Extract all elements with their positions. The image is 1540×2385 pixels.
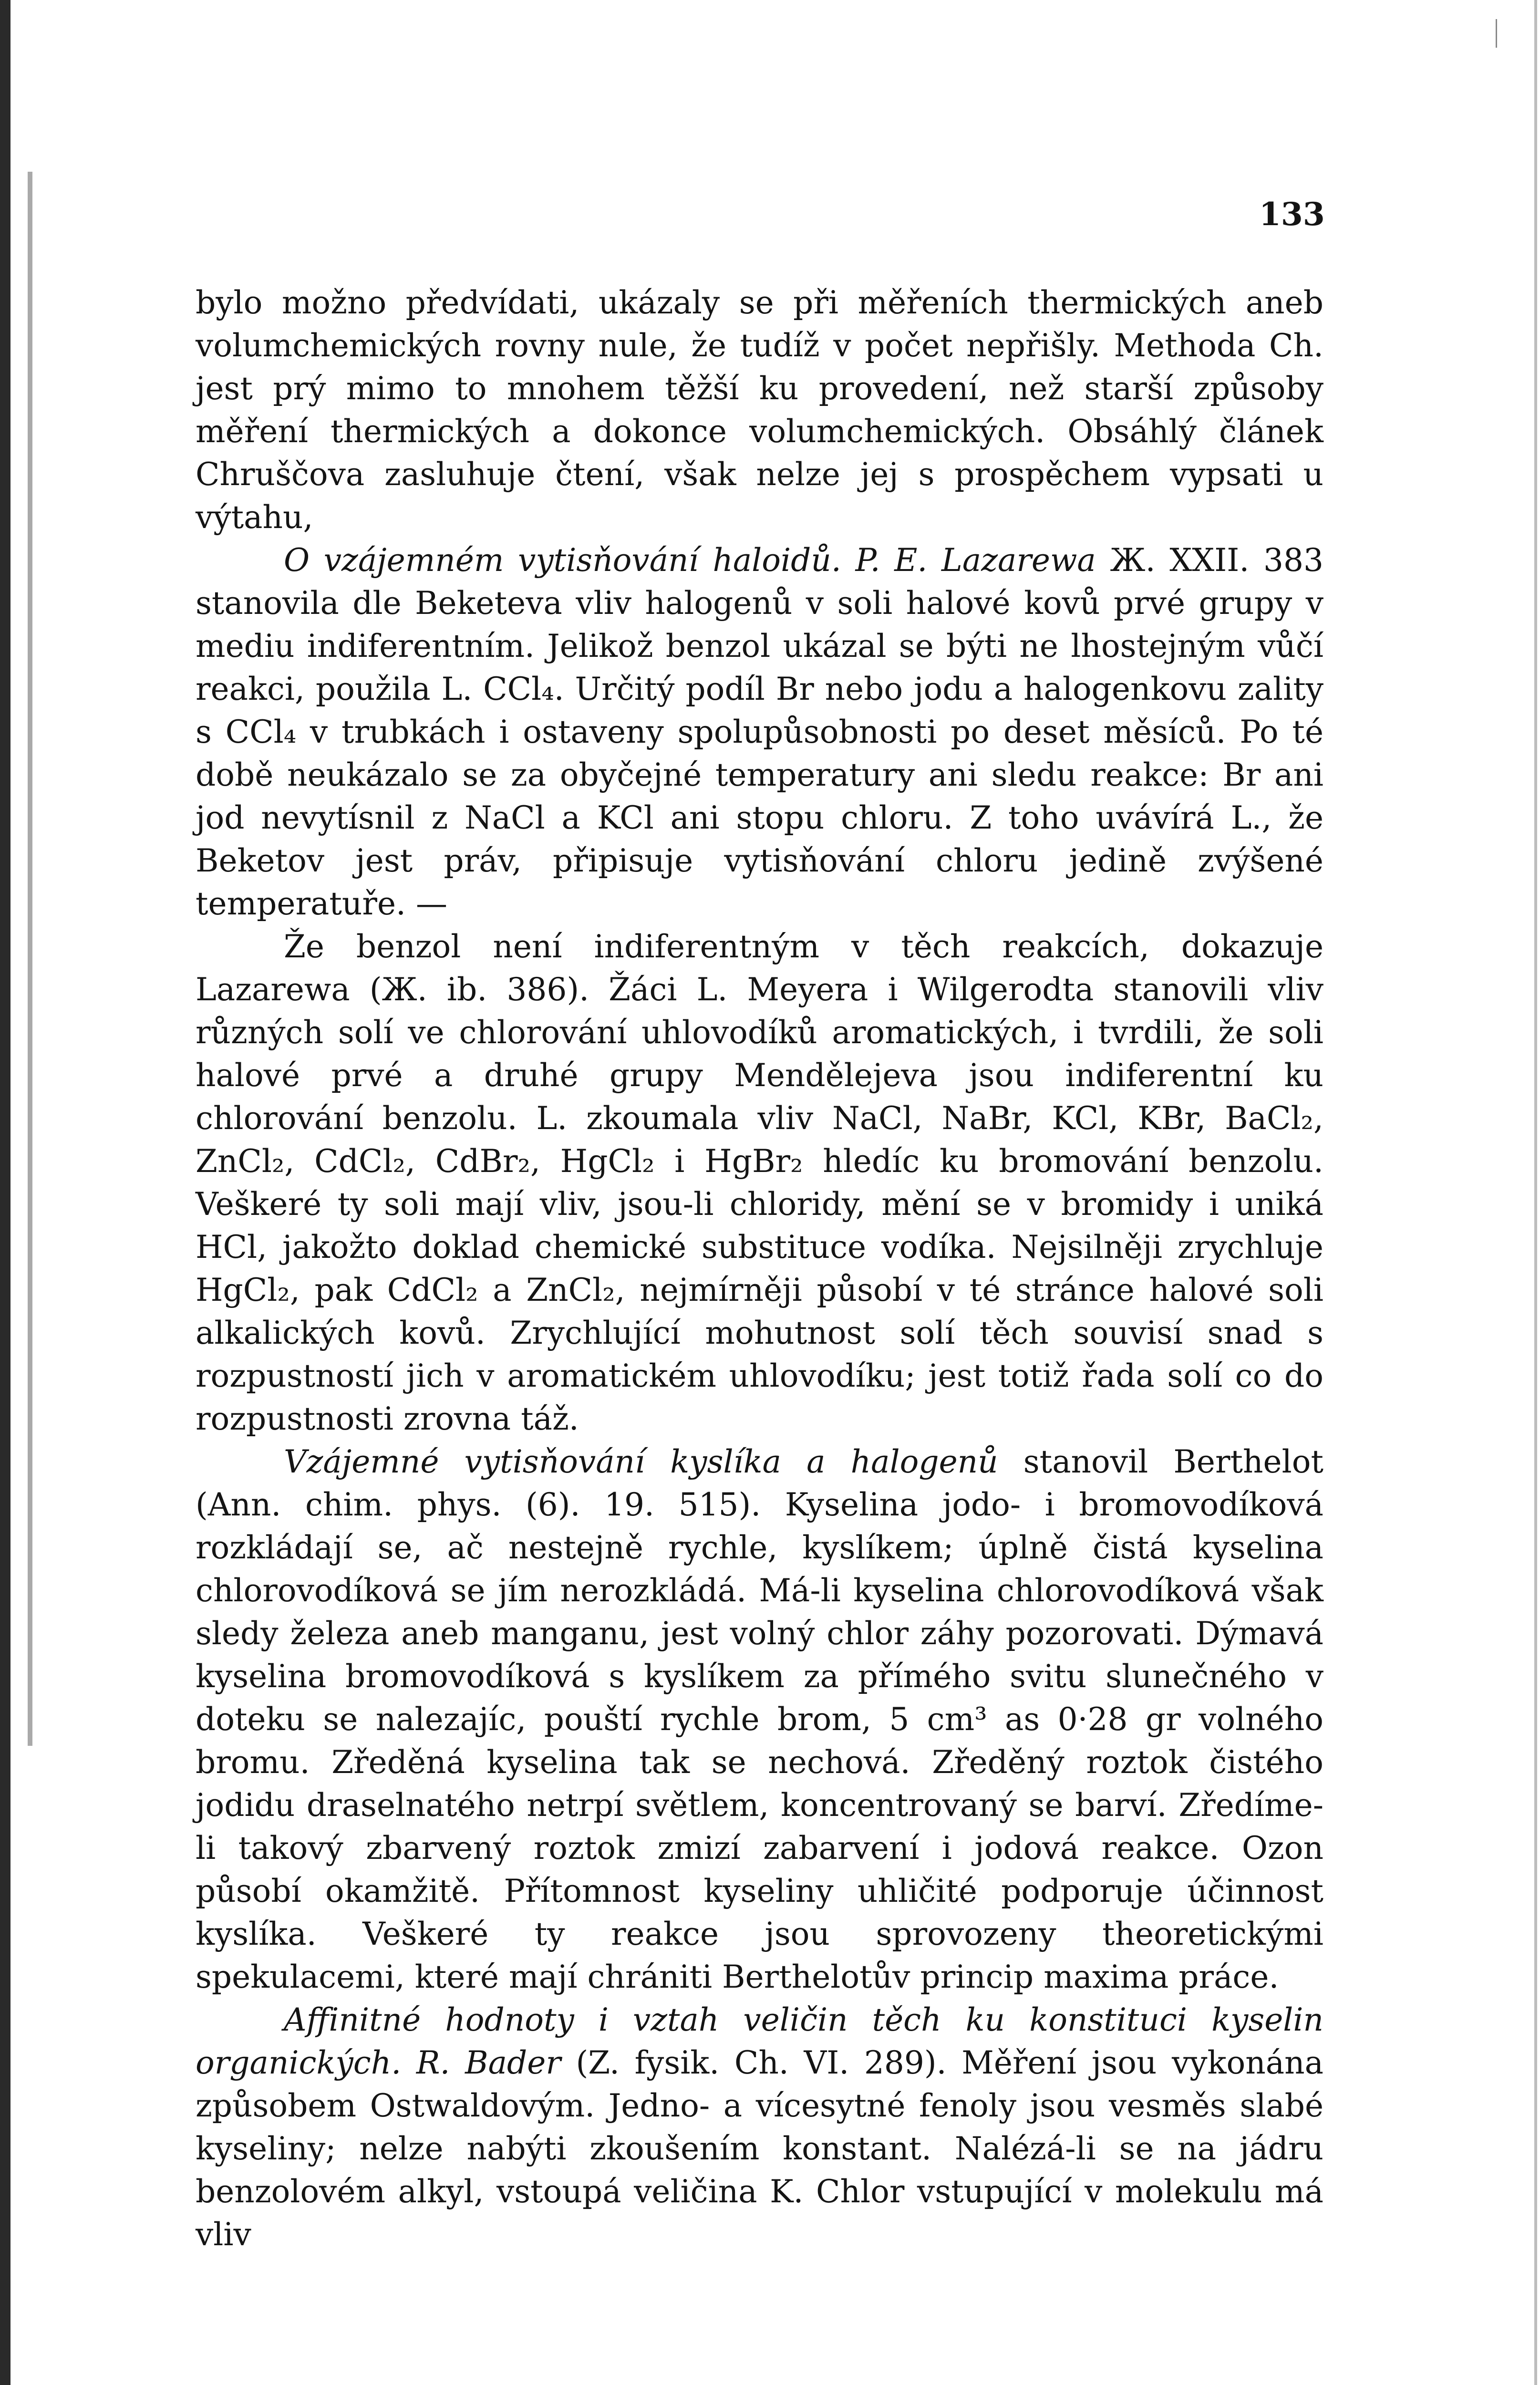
page-number: 133 (1259, 196, 1325, 233)
paragraph-text: stanovil Berthelot (Ann. chim. phys. (6). 19. 515). Kyselina jodo- i bromovodíková rozkládají se, ač nestejně rychle, kyslíkem; úplně čistá kyselina chlorovodíková se jím nerozkládá. Má-li kyselina chlorovodíková však sledy železa aneb manganu, jest volný chlor záhy pozorovati. Dýmavá kyselina bromovodíková s kyslíkem za přímého svitu slunečného v doteku se nalezajíc, pouští rychle brom, 5 cm³ as 0·28 gr volného bromu. Zředěná kyselina tak se nechová. Zředěný roztok čistého jodidu draselnatého netrpí světlem, koncentrovaný se barví. Zředíme-li takový zbarvený roztok zmizí zabarvení i jodová reakce. Ozon působí okamžitě. Přítomnost kyseliny uhličité podporuje účinnost kyslíka. Veškeré ty reakce jsou sprovozeny theoretickými spekulacemi, které mají chrániti Berthelotův princip maxima práce. (196, 1443, 1323, 1995)
paragraph (196, 1441, 1323, 1999)
paragraph-title: Vzájemné vytisňování kyslíka a halogenů (284, 1443, 998, 1480)
paragraph (196, 925, 1323, 1441)
paragraph-title: Affinitné hodnoty i vztah veličin těch ku konstituci kyselin organických. R. Bader (196, 2001, 1323, 2081)
paragraph-text: bylo možno předvídati, ukázaly se při měřeních thermických aneb volumchemických rovny nule, že tudíž v počet nepřišly. Methoda Ch. jest prý mimo to mnohem těžší ku provedení, než starší způsoby měření thermických a dokonce volumchemických. Obsáhlý článek Chruščova zasluhuje čtení, však nelze jej s prospěchem vypsati u výtahu, (196, 284, 1323, 536)
body-text (196, 281, 1323, 2256)
paragraph (196, 1999, 1323, 2256)
paragraph-text: Ж. XXII. 383 stanovila dle Beketeva vliv halogenů v soli halové kovů prvé grupy v mediu indiferentním. Jelikož benzol ukázal se býti ne lhostejným vůčí reakci, použila L. CCl₄. Určitý podíl Br nebo jodu a halogenkovu zality s CCl₄ v trubkách i ostaveny spolupůsobnosti po deset měsíců. Po té době neukázalo se za obyčejné temperatury ani sledu reakce: Br ani jod nevytísnil z NaCl a KCl ani stopu chloru. Z toho uvávírá L., že Beketov jest práv, připisuje vytisňování chloru jedině zvýšené temperatuře. — (196, 542, 1323, 922)
paragraph (196, 281, 1323, 539)
crop-mark (1496, 19, 1497, 48)
paragraph-text: (Z. fysik. Ch. VI. 289). Měření jsou vykonána způsobem Ostwaldovým. Jedno- a vícesytné fenoly jsou vesměs slabé kyseliny; nelze nabýti zkoušením konstant. Nalézá-li se na jádru benzolovém alkyl, vstoupá veličina K. Chlor vstupující v molekulu má vliv (196, 2044, 1324, 2253)
scan-shadow (28, 172, 32, 1746)
scan-edge-right (1534, 0, 1537, 2385)
paragraph (196, 539, 1323, 925)
paragraph-title: O vzájemném vytisňování haloidů. P. E. Lazarewa (284, 542, 1096, 579)
scan-edge-left (0, 0, 10, 2385)
paragraph-text: Že benzol není indiferentným v těch reakcích, dokazuje Lazarewa (Ж. ib. 386). Žáci L. Meyera i Wilgerodta stanovili vliv různých solí ve chlorování uhlovodíků aromatických, i tvrdili, že soli halové prvé a druhé grupy Mendělejeva jsou indiferentní ku chlorování benzolu. L. zkoumala vliv NaCl, NaBr, KCl, KBr, BaCl₂, ZnCl₂, CdCl₂, CdBr₂, HgCl₂ i HgBr₂ hledíc ku bromování benzolu. Veškeré ty soli mají vliv, jsou-li chloridy, mění se v bromidy i uniká HCl, jakožto doklad chemické substituce vodíka. Nejsilněji zrychluje HgCl₂, pak CdCl₂ a ZnCl₂, nejmírněji působí v té stránce halové soli alkalických kovů. Zrychlující mohutnost solí těch souvisí snad s rozpustností jich v aromatickém uhlovodíku; jest totiž řada solí co do rozpustnosti zrovna táž. (196, 928, 1323, 1437)
